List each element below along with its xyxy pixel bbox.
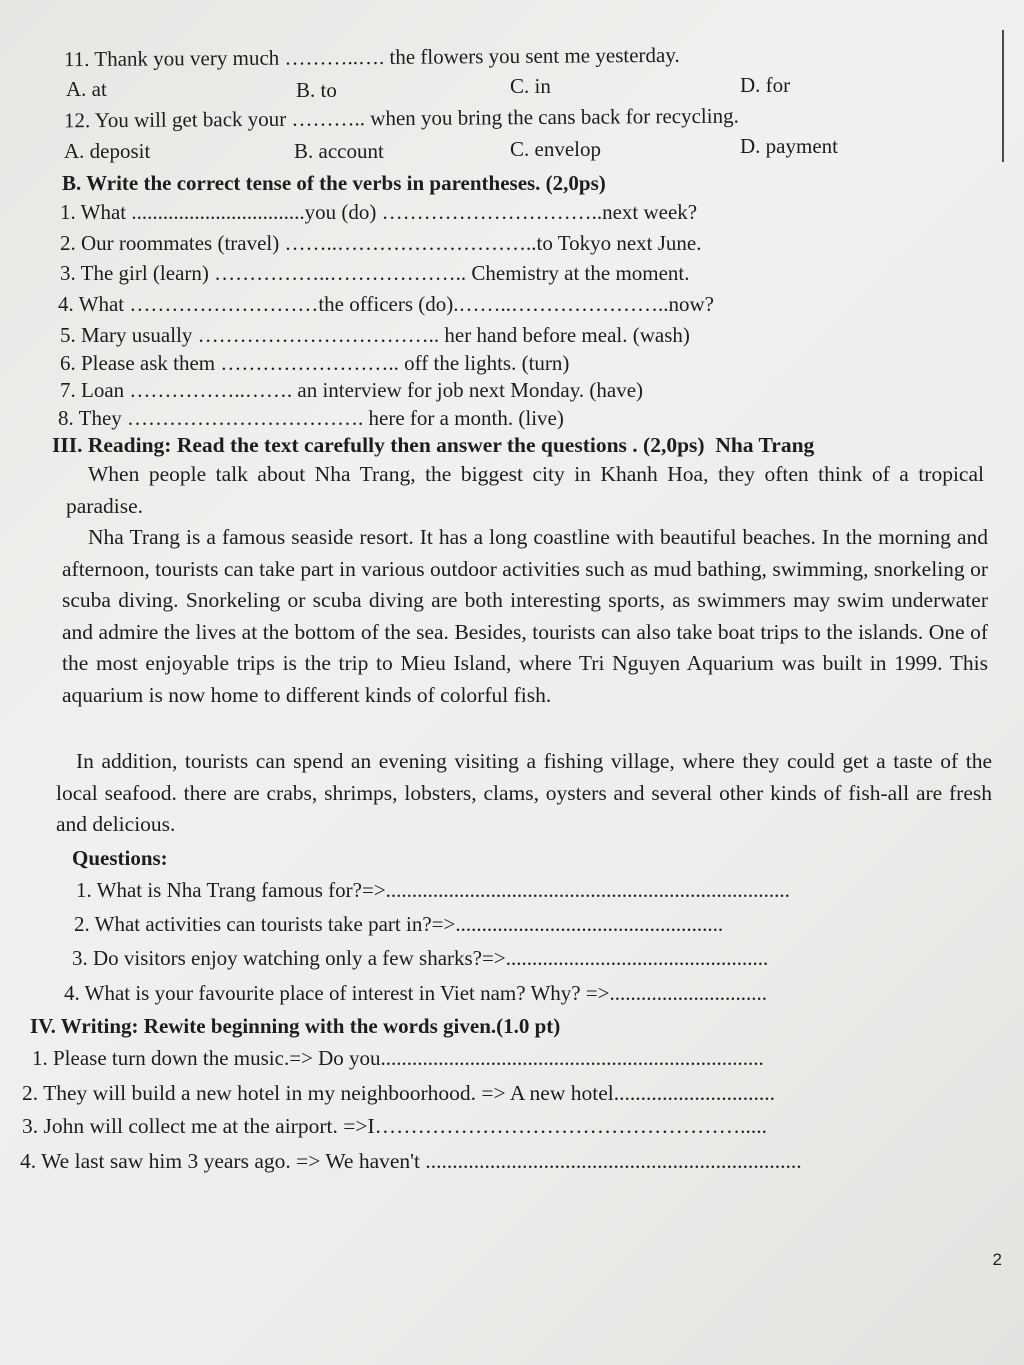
page-number: 2 — [992, 1250, 1002, 1269]
reading-paragraph-1-text: When people talk about Nha Trang, the biggest city in Khanh Hoa, they often think of a tropical paradise. — [66, 462, 984, 518]
writing-item-4: 4. We last saw him 3 years ago. => We haven't ...................................................................... — [20, 1149, 802, 1173]
reading-question-1: 1. What is Nha Trang famous for?=>............................................................................. — [76, 878, 790, 902]
reading-paragraph-1 — [66, 459, 984, 522]
writing-item-3: 3. John will collect me at the airport. =>I……………………………………………..... — [22, 1114, 768, 1138]
tense-item-1: 1. What .................................you (do) …………………………..next week? — [60, 200, 698, 224]
tense-item-5: 5. Mary usually …………………………….. her hand before meal. (wash) — [60, 323, 690, 347]
q12-option-b: B. account — [294, 139, 384, 163]
reading-paragraph-3 — [56, 746, 992, 841]
reading-question-4: 4. What is your favourite place of interest in Viet nam? Why? =>.............................. — [64, 981, 768, 1005]
reading-paragraph-2 — [62, 522, 988, 711]
page-edge-line — [1002, 30, 1004, 162]
tense-item-7: 7. Loan ……………..……. an interview for job next Monday. (have) — [60, 378, 644, 402]
tense-item-3: 3. The girl (learn) ……………..……………….. Chemistry at the moment. — [60, 261, 690, 285]
tense-item-2: 2. Our roommates (travel) ……..………………………..to Tokyo next June. — [60, 231, 702, 255]
writing-item-1: 1. Please turn down the music.=> Do you......................................................................... — [32, 1046, 764, 1070]
reading-heading — [52, 432, 814, 458]
tense-item-4: 4. What ………………………the officers (do).……..…………………..now? — [58, 292, 714, 316]
tense-item-8: 8. They ……………………………. here for a month. (live) — [58, 406, 564, 430]
reading-question-3: 3. Do visitors enjoy watching only a few sharks?=>.................................................. — [72, 946, 769, 970]
writing-item-2: 2. They will build a new hotel in my neighboorhood. => A new hotel.............................. — [22, 1081, 775, 1105]
q11-option-d: D. for — [740, 73, 791, 97]
reading-paragraph-3-text: In addition, tourists can spend an evening visiting a fishing village, where they could get a taste of the local seafood. there are crabs, shrimps, lobsters, clams, oysters and several other kinds of fish-all are fresh and delicious. — [56, 749, 992, 836]
q11-option-b: B. to — [296, 78, 337, 102]
q11-option-a: A. at — [66, 77, 107, 101]
q12-option-d: D. payment — [740, 134, 838, 158]
writing-heading: IV. Writing: Rewite beginning with the words given.(1.0 pt) — [30, 1014, 561, 1038]
reading-heading-text: III. Reading: Read the text carefully then answer the questions . (2,0ps) — [52, 433, 705, 457]
tense-item-6: 6. Please ask them …………………….. off the lights. (turn) — [60, 351, 570, 375]
section-b-heading: B. Write the correct tense of the verbs in parentheses. (2,0ps) — [62, 171, 606, 195]
question-12: 12. You will get back your ……….. when you bring the cans back for recycling. — [63, 103, 739, 133]
questions-heading: Questions: — [72, 846, 168, 870]
q12-option-a: A. deposit — [64, 139, 151, 163]
q12-option-c: C. envelop — [510, 137, 601, 161]
reading-paragraph-2-text: Nha Trang is a famous seaside resort. It has a long coastline with beautiful beaches. In the morning and afternoon, tourists can take part in various outdoor activities such as mud bathing, swimming, snorkeling or scuba diving. Snorkeling or scuba diving are both interesting sports, as swimmers may swim underwater and admire the lives at the bottom of the sea. Besides, tourists can also take boat trips to the islands. One of the most enjoyable trips is the trip to Mieu Island, where Tri Nguyen Aquarium was built in 1999. This aquarium is now home to different kinds of colorful fish. — [62, 525, 988, 707]
q11-option-c: C. in — [510, 74, 551, 98]
reading-title: Nha Trang — [715, 433, 815, 457]
reading-question-2: 2. What activities can tourists take part in?=>................................................... — [74, 912, 724, 936]
question-11: 11. Thank you very much ………..…. the flowers you sent me yesterday. — [63, 42, 680, 72]
